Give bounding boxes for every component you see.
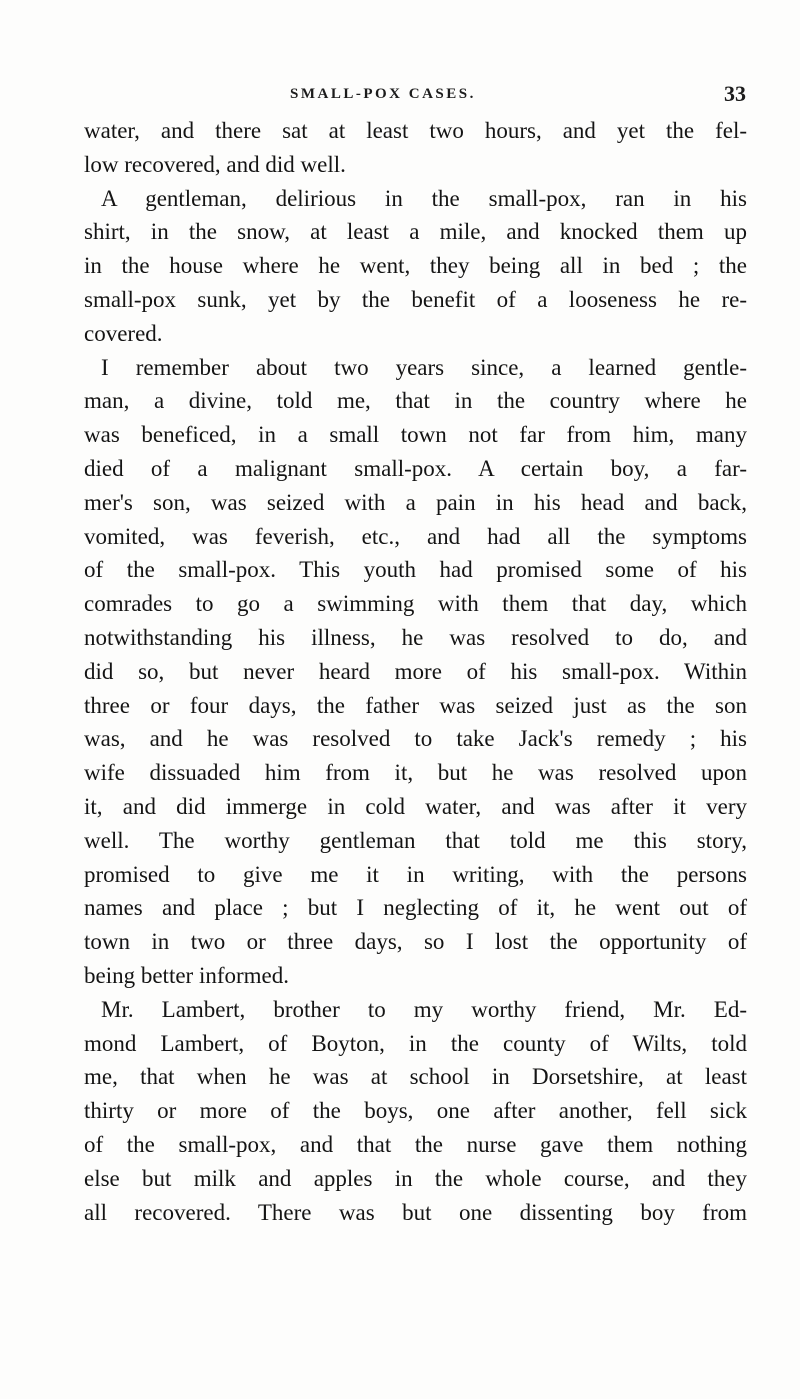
text-line: small-pox sunk, yet by the benefit of a looseness he re-: [84, 286, 747, 312]
text-line: was beneficed, in a small town not far from him, many: [84, 422, 747, 448]
text-line: else but milk and apples in the whole course, and they: [84, 1165, 747, 1191]
text-line: did so, but never heard more of his small-pox. Within: [84, 658, 747, 684]
text-line: town in two or three days, so I lost the opportunity of: [84, 929, 747, 955]
text-line: mond Lambert, of Boyton, in the county of Wilts, told: [84, 1030, 747, 1056]
text-line: thirty or more of the boys, one after another, fell sick: [84, 1098, 747, 1124]
text-line: me, that when he was at school in Dorsetshire, at least: [84, 1064, 747, 1090]
text-line: A gentleman, delirious in the small-pox, ran in his: [101, 185, 747, 211]
text-line: I remember about two years since, a learned gentle-: [101, 354, 747, 380]
text-line: mer's son, was seized with a pain in his head and back,: [84, 489, 747, 515]
text-line: was, and he was resolved to take Jack's remedy ; his: [84, 726, 747, 752]
text-line: promised to give me it in writing, with the persons: [84, 861, 747, 887]
text-line: covered.: [84, 320, 163, 346]
text-line: of the small-pox. This youth had promised some of his: [84, 557, 747, 583]
text-line: man, a divine, told me, that in the country where he: [84, 388, 747, 414]
text-line: being better informed.: [84, 962, 290, 988]
text-line: three or four days, the father was seized just as the son: [84, 692, 747, 718]
text-line: wife dissuaded him from it, but he was resolved upon: [84, 760, 747, 786]
text-line: well. The worthy gentleman that told me this story,: [84, 827, 747, 853]
text-line: died of a malignant small-pox. A certain boy, a far-: [84, 455, 747, 481]
text-line: names and place ; but I neglecting of it, he went out of: [84, 895, 747, 921]
text-line: in the house where he went, they being all in bed ; the: [84, 253, 747, 279]
text-line: shirt, in the snow, at least a mile, and knocked them up: [84, 219, 747, 245]
running-header-title: SMALL-POX CASES.: [290, 86, 476, 102]
text-line: vomited, was feverish, etc., and had all the symptoms: [84, 523, 747, 549]
text-line: notwithstanding his illness, he was resolved to do, and: [84, 624, 747, 650]
text-line: Mr. Lambert, brother to my worthy friend, Mr. Ed-: [101, 996, 747, 1022]
text-line: all recovered. There was but one dissenting boy from: [84, 1199, 747, 1225]
text-line: water, and there sat at least two hours, and yet the fel-: [84, 118, 747, 143]
body-text: [84, 114, 747, 1229]
text-line: low recovered, and did well.: [84, 151, 346, 177]
page-number: 33: [724, 81, 746, 106]
text-line: of the small-pox, and that the nurse gave them nothing: [84, 1131, 747, 1157]
text-line: it, and did immerge in cold water, and was after it very: [84, 793, 747, 819]
text-line: comrades to go a swimming with them that day, which: [84, 591, 747, 617]
